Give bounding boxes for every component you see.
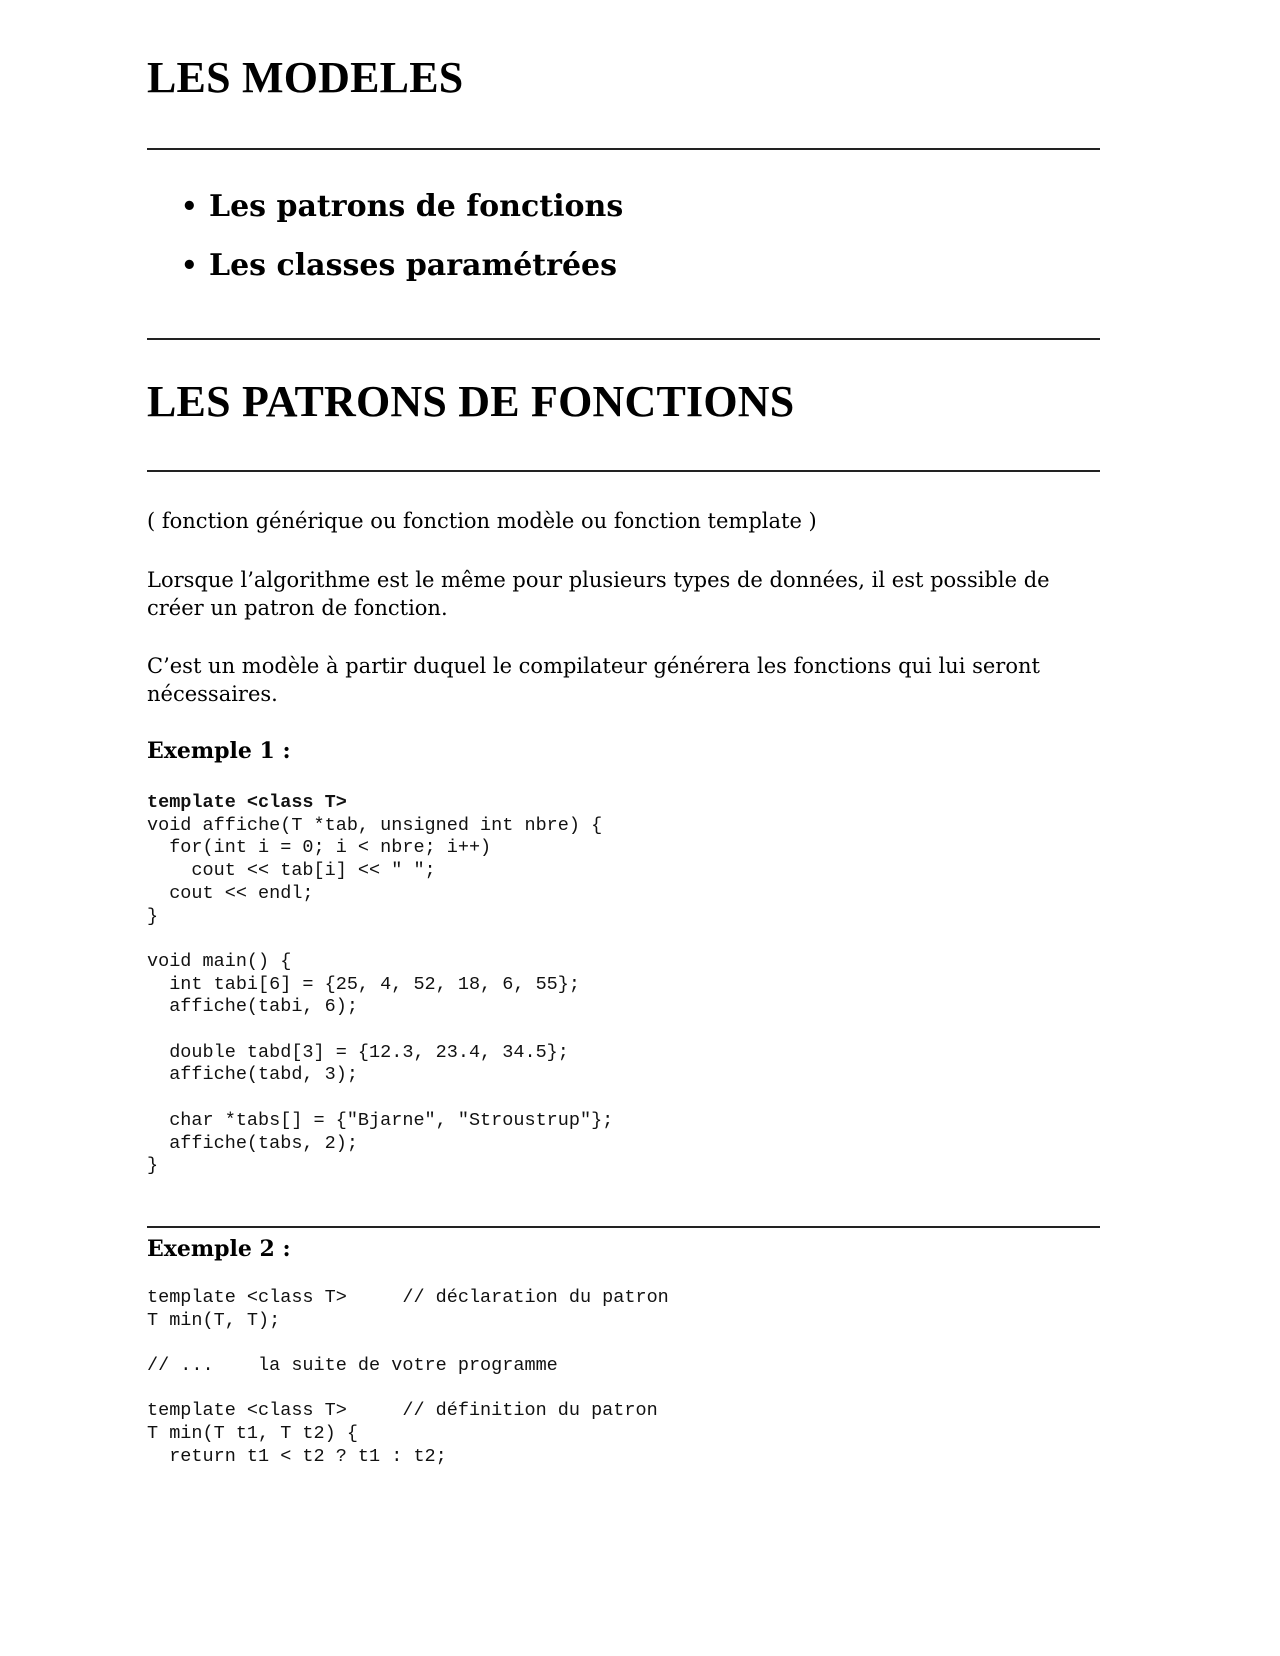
code-line: return t1 < t2 ? t1 : t2; — [147, 1445, 447, 1467]
code-line: } — [147, 1155, 159, 1177]
code-line: // ... la suite de votre programme — [147, 1355, 558, 1377]
list-item-label: Les patrons de fonctions — [209, 189, 624, 224]
list-item — [181, 248, 623, 311]
code-line: affiche(tabi, 6); — [147, 996, 358, 1018]
code-line: int tabi[6] = {25, 4, 52, 18, 6, 55}; — [147, 973, 580, 995]
example-1-title: Exemple 1 : — [147, 738, 291, 764]
code-line: affiche(tabd, 3); — [147, 1064, 358, 1086]
paragraph-algorithm: Lorsque l’algorithme est le même pour plusieurs types de données, il est possible de créer un patron de fonction. — [147, 568, 1050, 620]
list-item — [181, 189, 624, 252]
paragraph-compiler: C’est un modèle à partir duquel le compilateur générera les fonctions qui lui seront nécessaires. — [147, 654, 1040, 706]
topic-list — [181, 189, 624, 311]
code-line: char *tabs[] = {"Bjarne", "Stroustrup"}; — [147, 1109, 614, 1131]
code-line: } — [147, 905, 159, 927]
subtitle: ( fonction générique ou fonction modèle ou fonction template ) — [147, 509, 817, 533]
code-line: template <class T> // définition du patron — [147, 1400, 658, 1422]
code-line: template <class T> // déclaration du patron — [147, 1287, 669, 1308]
list-item-label: Les classes paramétrées — [209, 248, 618, 283]
code-block-example-1 — [147, 792, 613, 1178]
divider — [147, 338, 1100, 340]
code-line: cout << endl; — [147, 882, 314, 904]
divider — [147, 148, 1100, 150]
code-line: affiche(tabs, 2); — [147, 1132, 358, 1154]
code-line: T min(T, T); — [147, 1309, 281, 1331]
code-line — [147, 1378, 669, 1401]
divider — [147, 470, 1100, 472]
code-line — [147, 1087, 613, 1110]
code-line — [147, 1332, 669, 1355]
code-line: T min(T t1, T t2) { — [147, 1423, 358, 1445]
section-title-patrons: LES PATRONS DE FONCTIONS — [147, 377, 795, 426]
bullet-icon: • — [181, 192, 198, 222]
code-line: void affiche(T *tab, unsigned int nbre) { — [147, 814, 603, 836]
code-line: void main() { — [147, 950, 292, 972]
code-line: template <class T> — [147, 792, 347, 813]
divider — [147, 1226, 1100, 1228]
example-2-title: Exemple 2 : — [147, 1236, 291, 1262]
bullet-icon: • — [181, 251, 198, 281]
code-line — [147, 1019, 613, 1042]
section-title-modeles: LES MODELES — [147, 53, 464, 102]
code-block-example-2 — [147, 1287, 669, 1469]
code-line: cout << tab[i] << " "; — [147, 860, 436, 882]
code-line: double tabd[3] = {12.3, 23.4, 34.5}; — [147, 1041, 569, 1063]
code-line — [147, 928, 613, 951]
code-line: for(int i = 0; i < nbre; i++) — [147, 837, 492, 859]
